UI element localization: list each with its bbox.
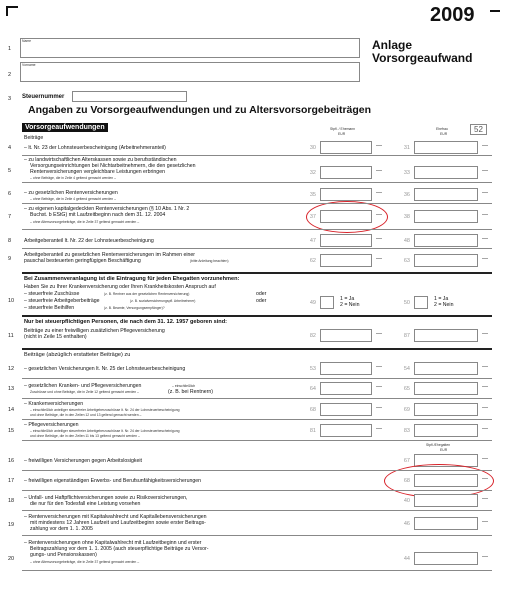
row4-dash-1: — [376, 143, 382, 149]
row7-code-2: 38 [403, 214, 410, 220]
row11-code-2: 87 [403, 333, 410, 339]
separator-15 [22, 440, 492, 441]
vorname-label: Vorname [22, 63, 36, 67]
line-number-13: 13 [8, 386, 15, 392]
row10-field-1[interactable] [320, 296, 334, 309]
row13-small-1b: Zuschüsse und ohne Beiträge, die in Zeile 12 geltend gemacht werden – [30, 390, 139, 394]
row9-text-1: Arbeitgeberanteil zu gesetzlichen Rentenversicherungen im Rahmen einer [24, 252, 195, 258]
row12-field-2[interactable] [414, 362, 478, 375]
separator-4 [22, 155, 492, 156]
row14-field-2[interactable] [414, 403, 478, 416]
row8-dash-1: — [376, 236, 382, 242]
form-title-vorsorgeaufwand: Vorsorgeaufwand [372, 51, 473, 65]
row9-field-2[interactable] [414, 254, 478, 267]
row10-small-2: (z. B. Rentner aus der gesetzlichen Rentenversicherung) [104, 292, 190, 296]
row10-text-2: – steuerfreie Zuschüsse [24, 291, 80, 297]
row7-code-1: 37 [309, 214, 316, 220]
row6-field-2[interactable] [414, 188, 478, 201]
row6-dash-1: — [376, 190, 382, 196]
row10-opt2-left: 2 = Nein [340, 302, 360, 308]
separator-19 [22, 535, 492, 536]
row10-small-3: (z. B. sozialversicherungspfl. Arbeitnehmer) [130, 299, 196, 303]
line-number-9: 9 [8, 256, 12, 262]
row20-code: 44 [403, 556, 410, 562]
line-number-17: 17 [8, 478, 15, 484]
steuernummer-field[interactable] [72, 91, 187, 102]
row8-code-2: 48 [403, 238, 410, 244]
row17-dash: — [482, 476, 488, 482]
separator-17 [22, 490, 492, 491]
row20-text-2: Beitragszahlung vor dem 1. 1. 2005 (auch steuerpflichtige Beiträge zu Versor- [30, 546, 209, 552]
row19-dash: — [482, 519, 488, 525]
row12-text: – gesetzlichen Versicherungen lt. Nr. 25 der Lohnsteuerbescheinigung [24, 366, 186, 372]
row14-code-2: 69 [403, 407, 410, 413]
row6-small: – ohne Beiträge, die in Zeile 4 geltend gemacht werden – [30, 197, 116, 201]
separator-8 [22, 248, 492, 249]
row10-or-3: oder [256, 298, 267, 304]
row13-text-2: (z. B. bei Rentnern) [168, 389, 213, 395]
main-heading: Angaben zu Vorsorgeaufwendungen und zu Altersvorsorgebeiträgen [28, 104, 372, 116]
line-number-2: 2 [8, 72, 12, 78]
row13-field-2[interactable] [414, 382, 478, 395]
row8-dash-2: — [482, 236, 488, 242]
divider-deduct [22, 348, 492, 350]
row9-dash-2: — [482, 256, 488, 262]
row6-field-1[interactable] [320, 188, 372, 201]
row9-dash-1: — [376, 256, 382, 262]
form-year: 2009 [430, 4, 475, 26]
row13-field-1[interactable] [320, 382, 372, 395]
row4-code-2: 31 [403, 145, 410, 151]
divider-before1958 [22, 315, 492, 317]
line-number-8: 8 [8, 238, 12, 244]
row19-text-3: zahlung vor dem 1. 1. 2005 [30, 526, 93, 532]
row11-field-2[interactable] [414, 329, 478, 342]
row15-field-1[interactable] [320, 424, 372, 437]
row8-field-2[interactable] [414, 234, 478, 247]
row18-text-2: die nur für den Todesfall eine Leistung vorsehen [30, 501, 141, 507]
row16-text: – freiwilligen Versicherungen gegen Arbeitslosigkeit [24, 458, 142, 464]
spouse-section-title: Bei Zusammenveranlagung ist die Eintragung für jeden Ehegatten vorzunehmen: [24, 276, 240, 282]
row13-code-2: 65 [403, 386, 410, 392]
page-number: 52 [470, 124, 487, 135]
sub-col-header-2: EUR [440, 448, 448, 452]
line-number-10: 10 [8, 298, 15, 304]
row6-code-1: 35 [309, 192, 316, 198]
row4-dash-2: — [482, 143, 488, 149]
col-header-left-2: EUR [338, 132, 346, 136]
row14-dash-2: — [482, 405, 488, 411]
deduct-section-title: Beiträge (abzüglich erstatteter Beiträge) zu [24, 352, 131, 358]
row15-field-2[interactable] [414, 424, 478, 437]
row13-text-1: – gesetzlichen Kranken- und Pflegeversicherungen [24, 383, 142, 389]
row5-text-3: Rentenversicherungen vergleichbare Leistungen erbringen [30, 169, 165, 175]
row12-code-2: 54 [403, 366, 410, 372]
row10-text-1: Haben Sie zu Ihrer Krankenversicherung oder Ihren Krankheitskosten Anspruch auf [24, 284, 216, 290]
row15-dash-1: — [376, 426, 382, 432]
row10-code-2: 50 [403, 300, 410, 306]
row15-text: – Pflegeversicherungen [24, 422, 79, 428]
row11-dash-1: — [376, 331, 382, 337]
row12-field-1[interactable] [320, 362, 372, 375]
row17-text: – freiwilligen eigenständigen Erwerbs- und Berufsunfähigkeitsversicherungen [24, 478, 202, 484]
row8-text: Arbeitgeberanteil lt. Nr. 22 der Lohnsteuerbescheinigung [24, 238, 154, 244]
row20-dash: — [482, 554, 488, 560]
row11-text-2: (nicht in Zeile 15 enthalten) [24, 334, 87, 340]
line-number-4: 4 [8, 145, 12, 151]
row18-dash: — [482, 496, 488, 502]
row15-small-2: und ohne Beiträge, die in den Zeilen 11 bis 13 geltend gemacht werden – [30, 434, 140, 438]
row7-small: – ohne Altersvorsorgebeiträge, die in Zeile 37 geltend gemacht werden – [30, 220, 140, 224]
row14-text: – Krankenversicherungen [24, 401, 84, 407]
name-label: Name [22, 39, 32, 43]
row10-small-4: (z. B. Beamte, Versorgungsempfänger)? [104, 306, 165, 310]
line-number-6: 6 [8, 191, 12, 197]
vorname-field[interactable] [20, 62, 360, 82]
row8-field-1[interactable] [320, 234, 372, 247]
row14-dash-1: — [376, 405, 382, 411]
row19-text-1: – Rentenversicherungen mit Kapitalwahlrecht und Kapitallebensversicherungen [24, 514, 207, 520]
beitraege-label: Beiträge [24, 135, 44, 141]
col-header-left-1: Stpfl. / Ehemann [330, 127, 356, 131]
row10-opt1-left: 1 = Ja [340, 296, 355, 302]
row12-dash-1: — [376, 364, 382, 370]
row15-code-2: 83 [403, 428, 410, 434]
line-number-14: 14 [8, 407, 15, 413]
corner-mark-right [490, 10, 500, 12]
steuernummer-label: Steuernummer [22, 94, 65, 100]
row20-text-3: gungs- und Pensionskassen) [30, 552, 97, 558]
row10-text-3: – steuerfreie Arbeitgeberbeiträge [24, 298, 100, 304]
row10-field-2[interactable] [414, 296, 428, 309]
row10-text-4: – steuerfreie Beihilfen [24, 305, 75, 311]
row19-code: 46 [403, 521, 410, 527]
row12-dash-2: — [482, 364, 488, 370]
line-number-15: 15 [8, 428, 15, 434]
row7-text-1: – zu eigenen kapitalgedeckten Rentenversicherungen (§ 10 Abs. 1 Nr. 2 [24, 206, 190, 212]
row6-text: – zu gesetzlichen Rentenversicherungen [24, 190, 118, 196]
row15-dash-2: — [482, 426, 488, 432]
before1958-title: Nur bei steuerpflichtigen Personen, die nach dem 31. 12. 1957 geboren sind: [24, 319, 227, 325]
row5-dash-1: — [376, 168, 382, 174]
line-number-18: 18 [8, 498, 15, 504]
row5-text-1: – zu landwirtschaftlichen Alterskassen sowie zu berufsständischen [24, 157, 177, 163]
row7-field-2[interactable] [414, 210, 478, 223]
row9-code-1: 62 [309, 258, 316, 264]
row16-dash: — [482, 456, 488, 462]
section-title-vorsorgeaufwendungen: Vorsorgeaufwendungen [22, 123, 108, 132]
line-number-16: 16 [8, 458, 15, 464]
row4-text: – lt. Nr. 23 der Lohnsteuerbescheinigung (Arbeitnehmeranteil) [24, 145, 166, 151]
row17-code: 68 [403, 478, 410, 484]
row10-opt2-right: 2 = Nein [434, 302, 454, 308]
line-number-1: 1 [8, 46, 12, 52]
row13-dash-2: — [482, 384, 488, 390]
row9-small: (bitte Anleitung beachten) [190, 259, 229, 263]
row15-small-1: – einschließlich anteiliger steuerfreier Arbeitgeberzuschüsse lt. Nr. 24 der Lohnsteuerbescheinigung [30, 429, 180, 433]
row5-dash-2: — [482, 168, 488, 174]
row5-field-1[interactable] [320, 166, 372, 179]
row7-dash-1: — [376, 212, 382, 218]
form-title-anlage: Anlage [372, 38, 413, 52]
row10-code-1: 49 [309, 300, 316, 306]
separator-5 [22, 182, 492, 183]
row20-text-1: – Rentenversicherungen ohne Kapitalwahlrecht mit Laufzeitbeginn und erster [24, 540, 202, 546]
row15-code-1: 81 [309, 428, 316, 434]
row9-field-1[interactable] [320, 254, 372, 267]
row20-field[interactable] [414, 552, 478, 565]
separator-16 [22, 470, 492, 471]
row5-text-2: Versorgungseinrichtungen bei Nichtarbeitnehmern, die den gesetzlichen [30, 163, 196, 169]
row12-code-1: 53 [309, 366, 316, 372]
row11-dash-2: — [482, 331, 488, 337]
row4-field-1[interactable] [320, 141, 372, 154]
row5-field-2[interactable] [414, 166, 478, 179]
row5-small: – ohne Beiträge, die in Zeile 4 geltend gemacht werden – [30, 176, 116, 180]
row11-code-1: 82 [309, 333, 316, 339]
separator-13 [22, 398, 492, 399]
row7-dash-2: — [482, 212, 488, 218]
row18-field[interactable] [414, 494, 478, 507]
row13-small-1: – einschließlich [172, 384, 196, 388]
col-header-right-1: Ehefrau [436, 127, 448, 131]
separator-14 [22, 419, 492, 420]
row11-field-1[interactable] [320, 329, 372, 342]
row9-text-2: pauschal besteuerten geringfügigen Beschäftigung [24, 258, 141, 264]
row11-text-1: Beiträge zu einer freiwilligen zusätzlichen Pflegeversicherung [24, 328, 165, 334]
line-number-12: 12 [8, 366, 15, 372]
row14-small-1: – einschließlich anteiliger steuerfreier Arbeitgeberzuschüsse lt. Nr. 24 der Lohnsteuerbescheinigung [30, 408, 180, 412]
row20-small: – ohne Altersvorsorgebeiträge, die in Zeile 37 geltend gemacht werden – [30, 560, 140, 564]
row14-code-1: 68 [309, 407, 316, 413]
row5-code-1: 32 [309, 170, 316, 176]
row4-field-2[interactable] [414, 141, 478, 154]
row10-or-2: oder [256, 291, 267, 297]
row9-code-2: 63 [403, 258, 410, 264]
divider-spouse-top [22, 272, 492, 274]
separator-18 [22, 510, 492, 511]
name-field[interactable] [20, 38, 360, 58]
line-number-20: 20 [8, 556, 15, 562]
line-number-19: 19 [8, 522, 15, 528]
row14-field-1[interactable] [320, 403, 372, 416]
col-header-right-2: EUR [440, 132, 448, 136]
corner-mark-left [6, 6, 18, 16]
separator-7 [22, 229, 492, 230]
row8-code-1: 47 [309, 238, 316, 244]
separator-12 [22, 378, 492, 379]
separator-6 [22, 203, 492, 204]
row5-code-2: 33 [403, 170, 410, 176]
row19-field[interactable] [414, 517, 478, 530]
row18-text-1: – Unfall- und Haftpflichtversicherungen sowie zu Risikoversicherungen, [24, 495, 188, 501]
row7-text-2: Buchst. b EStG) mit Laufzeitbeginn nach dem 31. 12. 2004 [30, 212, 166, 218]
line-number-7: 7 [8, 214, 12, 220]
row6-dash-2: — [482, 190, 488, 196]
row6-code-2: 36 [403, 192, 410, 198]
row13-code-1: 64 [309, 386, 316, 392]
row4-code-1: 30 [309, 145, 316, 151]
sub-col-header-1: Stpfl./Ehegatten [426, 443, 451, 447]
row16-code: 67 [403, 458, 410, 464]
line-number-11: 11 [8, 333, 14, 339]
line-number-5: 5 [8, 168, 12, 174]
line-number-3: 3 [8, 96, 12, 102]
row19-text-2: mit mindestens 12 Jahren Laufzeit und Laufzeitbeginn sowie erster Beitrags- [30, 520, 206, 526]
row13-dash-1: — [376, 384, 382, 390]
row14-small-2: und ohne Beiträge, die in den Zeilen 12 und 13 geltend gemacht werden – [30, 413, 142, 417]
row10-opt1-right: 1 = Ja [434, 296, 449, 302]
row18-code: 40 [403, 498, 410, 504]
separator-20 [22, 570, 492, 571]
